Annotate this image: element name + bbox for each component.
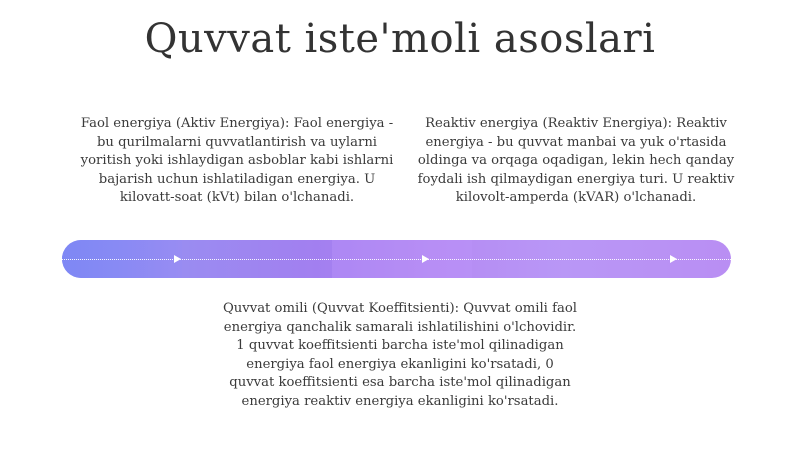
- arrow-right-icon: [174, 255, 181, 263]
- arrow-right-icon: [422, 255, 429, 263]
- timeline-dotted-line: [62, 259, 731, 260]
- arrow-right-icon: [670, 255, 677, 263]
- active-energy-text: Faol energiya (Aktiv Energiya): Faol energiya - bu qurilmalarni quvvatlantirish va uylarni yoritish yoki ishlaydigan asboblar kabi ishlarni bajarish uchun ishlatiladigan energiya. U kilovatt-soat (kVt) bilan o'lchanadi.: [80, 116, 394, 205]
- power-factor-text: Quvvat omili (Quvvat Koeffitsienti): Quvvat omili faol energiya qanchalik samarali ishlatilishini o'lchovidir. 1 quvvat koeffitsienti barcha iste'mol qilinadigan energiya faol energiya ekanligini ko'rsatadi, 0 quvvat koeffitsienti esa barcha iste'mol qilinadigan energiya reaktiv energiya ekanligini ko'rsatadi.: [222, 301, 577, 409]
- slide-title: Quvvat iste'moli asoslari: [144, 16, 656, 62]
- timeline-bar: [62, 240, 731, 278]
- reactive-energy-text: Reaktiv energiya (Reaktiv Energiya): Reaktiv energiya - bu quvvat manbai va yuk o'rtasida oldinga va orqaga oqadigan, lekin hech qanday foydali ish qilmaydigan energiya turi. U reaktiv kilovolt-amperda (kVAR) o'lchanadi.: [417, 116, 735, 205]
